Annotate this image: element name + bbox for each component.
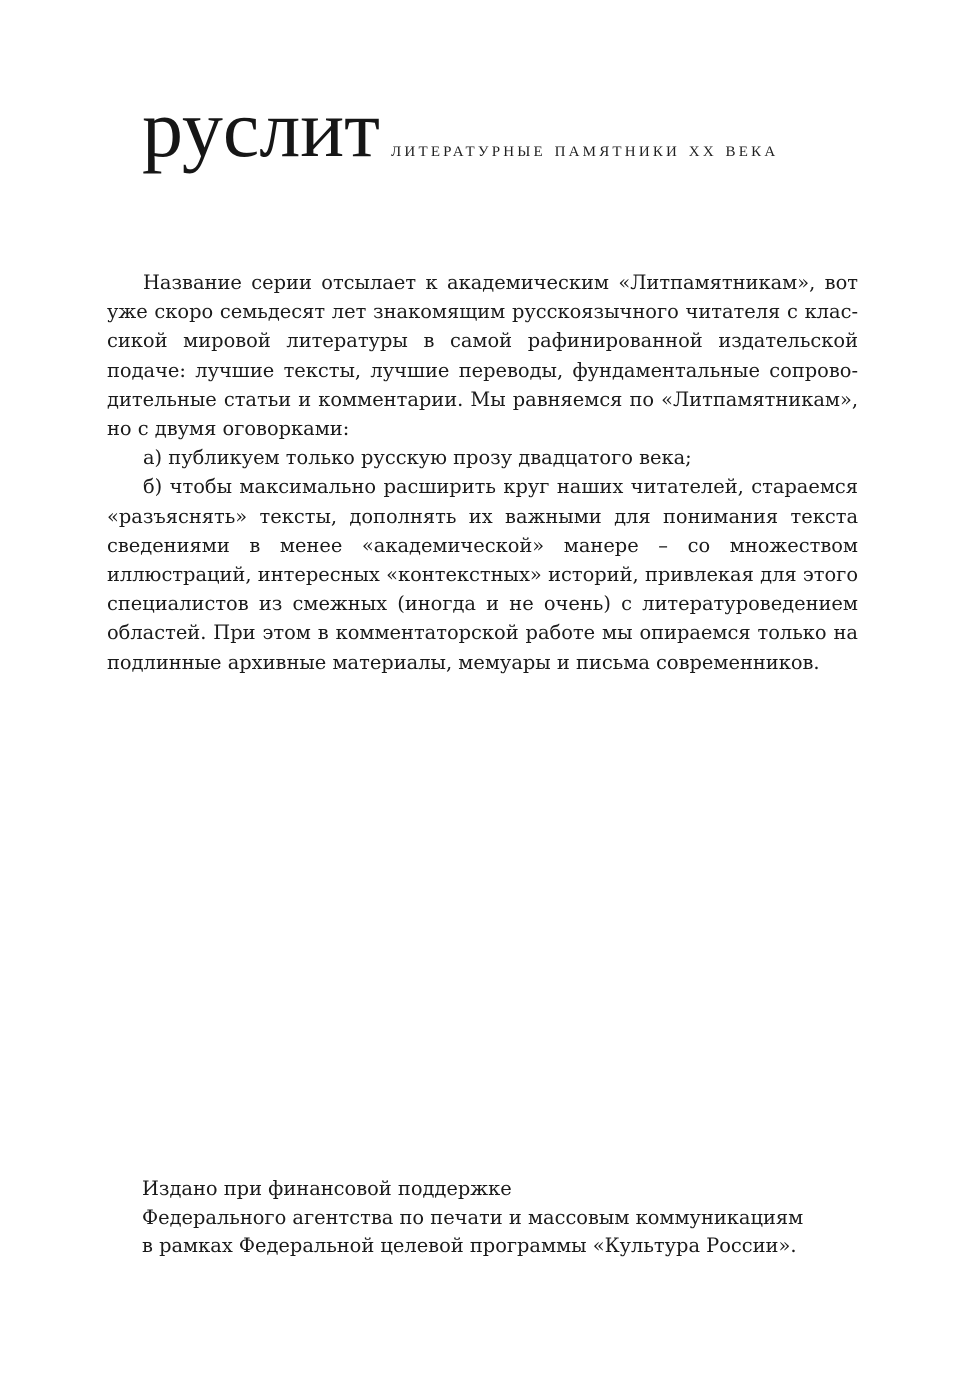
description-paragraph: б) чтобы максимально расширить круг наших читателей, стараемся «разъяснять» тексты, дополнять их важными для понимания текста сведениями в менее «академической» манере – со множеством иллюстраций, интересных «контекстных» историй, привлекая для этого специалистов из смежных (иногда и не очень) с литературоведением областей. При этом в комментаторской работе мы опираемся только на подлинные архивные материалы, мемуары и письма современников. (107, 475, 858, 674)
funding-notice (142, 1175, 872, 1261)
description-paragraph: а) публикуем только русскую прозу двадцатого века; (143, 446, 692, 470)
funding-line: в рамках Федеральной целевой программы «Культура России». (142, 1234, 797, 1258)
series-description (107, 268, 858, 677)
funding-line: Издано при финансовой поддержке (142, 1177, 512, 1200)
description-paragraph: Название серии отсылает к академическим «Литпамятникам», вот уже скоро семьдесят лет знакомящим русскоязычного читателя с классикой мировой литературы в самой рафинированной издательской подаче: лучшие тексты, лучшие переводы, фундаментальные сопроводительные статьи и комментарии. Мы равняемся по «Литпамятникам», но с двумя оговорками: (107, 271, 858, 441)
series-subtitle: литературные памятники xx века (391, 136, 779, 161)
series-logo: руслит (142, 83, 380, 174)
funding-line: Федерального агентства по печати и массовым коммуникациям (142, 1205, 804, 1229)
series-header (142, 83, 779, 174)
